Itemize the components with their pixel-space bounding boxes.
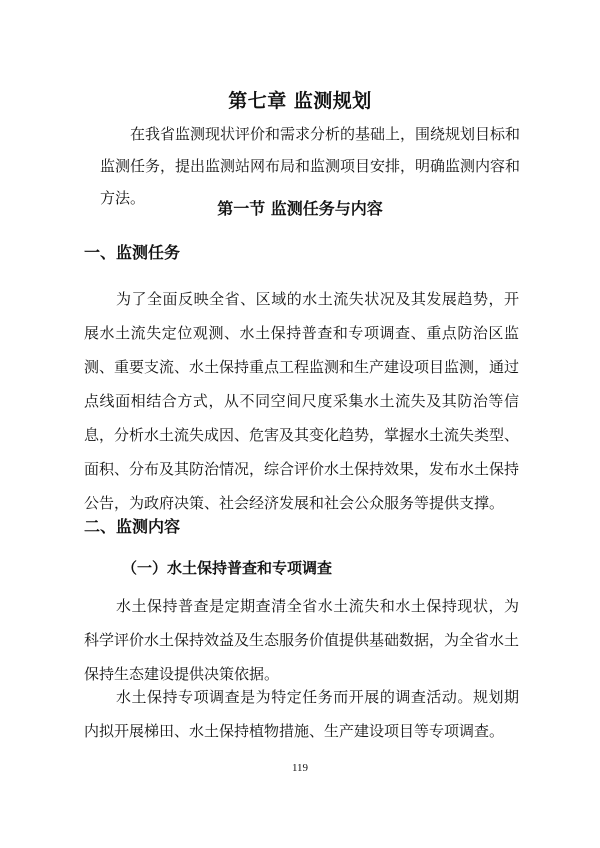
heading-monitoring-content: 二、监测内容 [84,517,181,536]
page-number: 119 [291,762,309,774]
section-title: 第一节 监测任务与内容 [217,199,383,218]
heading-monitoring-tasks: 一、监测任务 [84,243,181,262]
survey-paragraph-2: 水土保持专项调查是为特定任务而开展的调查活动。规划期内拟开展梯田、水土保持植物措施、生产建设项目等专项调查。 [84,688,519,740]
chapter-title: 第七章 监测规划 [228,90,372,112]
survey-paragraph-1: 水土保持普查是定期查清全省水土流失和水土保持现状，为科学评价水土保持效益及生态服务价值提供基础数据，为全省水土保持生态建设提供决策依据。 [84,597,520,683]
subheading-survey: （一）水土保持普查和专项调查 [122,559,333,577]
monitoring-tasks-paragraph: 为了全面反映全省、区域的水土流失状况及其发展趋势，开展水土流失定位观测、水土保持普查和专项调查、重点防治区监测、重要支流、水土保持重点工程监测和生产建设项目监测，通过点线面相结合方式，从不同空间尺度采集水土流失及其防治等信息，分析水土流失成因、危害及其变化趋势，掌握水土流失类型、面积、分布及其防治情况，综合评价水土保持效果，发布水土保持公告，为政府决策、社会经济发展和社会公众服务等提供支撑。 [84,290,520,512]
intro-paragraph: 在我省监测现状评价和需求分析的基础上，围绕规划目标和监测任务，提出监测站网布局和监测项目安排，明确监测内容和方法。 [100,125,521,207]
